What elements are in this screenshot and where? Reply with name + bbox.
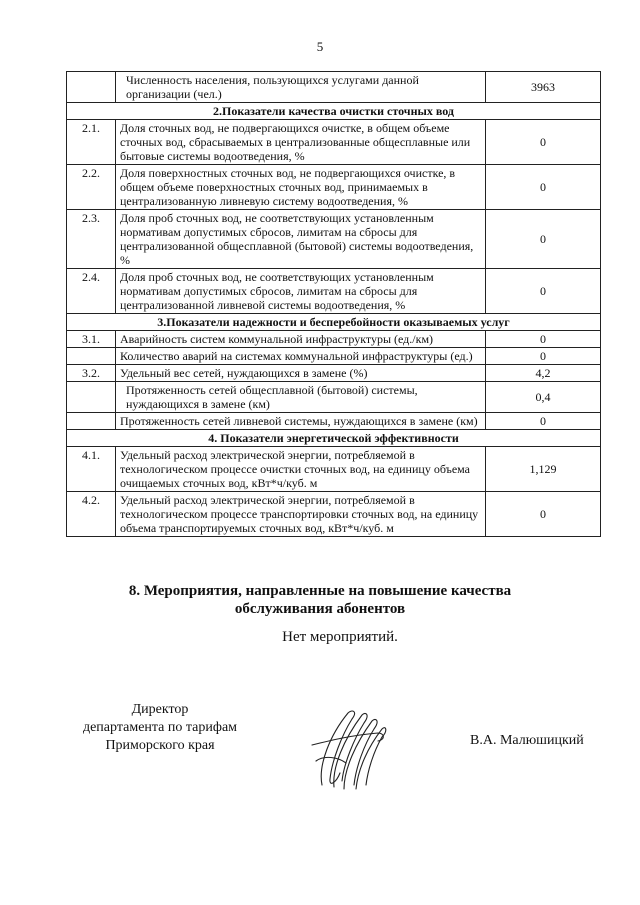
table-row — [67, 120, 601, 165]
table-row — [67, 210, 601, 269]
row-number: 3.2. — [67, 365, 116, 382]
row-number — [67, 72, 116, 103]
row-number: 3.1. — [67, 331, 116, 348]
indicator-description: Протяженность сетей ливневой системы, нуждающихся в замене (км) — [116, 413, 486, 430]
section-8-heading-line2: обслуживания абонентов — [234, 601, 406, 617]
section-header-row — [67, 314, 601, 331]
section-title: 3.Показатели надежности и бесперебойности оказываемых услуг — [67, 314, 601, 331]
row-number: 2.1. — [67, 120, 116, 165]
indicator-value: 0 — [486, 269, 601, 314]
indicator-description: Доля проб сточных вод, не соответствующих установленным нормативам допустимых сбросов, лимитам на сбросы для централизованной ливневой системы водоотведения, % — [116, 269, 486, 314]
table-row — [67, 348, 601, 365]
indicator-description: Удельный расход электрической энергии, потребляемой в технологическом процессе очистки сточных вод, на единицу объема очищаемых сточных вод, кВт*ч/куб. м — [116, 447, 486, 492]
section-title: 2.Показатели качества очистки сточных вод — [67, 103, 601, 120]
indicator-value: 0 — [486, 413, 601, 430]
table-row — [67, 413, 601, 430]
signer-title — [60, 701, 260, 755]
table-row — [67, 72, 601, 103]
table-row — [67, 447, 601, 492]
table-row — [67, 382, 601, 413]
row-number: 4.2. — [67, 492, 116, 537]
section-8-body: Нет мероприятий. — [282, 629, 398, 645]
signer-name: В.А. Малюшицкий — [470, 733, 584, 748]
indicator-description: Удельный расход электрической энергии, потребляемой в технологическом процессе транспортировки сточных вод, на единицу объема транспортируемых сточных вод, кВт*ч/куб. м — [116, 492, 486, 537]
section-header-row — [67, 430, 601, 447]
table-row — [67, 492, 601, 537]
row-number: 2.2. — [67, 165, 116, 210]
indicator-value: 0 — [486, 331, 601, 348]
indicator-value: 0 — [486, 165, 601, 210]
indicator-value: 1,129 — [486, 447, 601, 492]
row-number: 2.3. — [67, 210, 116, 269]
indicator-description: Доля поверхностных сточных вод, не подвергающихся очистке, в общем объеме поверхностных сточных вод, принимаемых в централизованную ливневую систему водоотведения, % — [116, 165, 486, 210]
signer-title-line1: Директор — [131, 702, 189, 717]
section-8-heading-line1: 8. Мероприятия, направленные на повышение качества — [128, 583, 512, 599]
indicator-value: 0,4 — [486, 382, 601, 413]
indicators-table — [66, 71, 601, 537]
indicator-description: Количество аварий на системах коммунальной инфраструктуры (ед.) — [116, 348, 486, 365]
indicator-value: 4,2 — [486, 365, 601, 382]
table-row — [67, 365, 601, 382]
indicator-value: 0 — [486, 348, 601, 365]
row-number — [67, 413, 116, 430]
section-header-row — [67, 103, 601, 120]
indicator-description: Доля сточных вод, не подвергающихся очистке, в общем объеме сточных вод, сбрасываемых в централизованные общесплавные или бытовые системы водоотведения, % — [116, 120, 486, 165]
indicator-value: 0 — [486, 492, 601, 537]
row-number — [67, 382, 116, 413]
table-row — [67, 165, 601, 210]
row-number: 2.4. — [67, 269, 116, 314]
indicator-description: Протяженность сетей общесплавной (бытовой) системы, нуждающихся в замене (км) — [116, 382, 486, 413]
section-title: 4. Показатели энергетической эффективности — [67, 430, 601, 447]
indicator-value: 3963 — [486, 72, 601, 103]
indicator-description: Удельный вес сетей, нуждающихся в замене (%) — [116, 365, 486, 382]
indicator-value: 0 — [486, 120, 601, 165]
signer-title-line2: департамента по тарифам — [82, 720, 238, 735]
table-row — [67, 331, 601, 348]
signer-title-line3: Приморского края — [105, 738, 215, 753]
indicator-description: Доля проб сточных вод, не соответствующих установленным нормативам допустимых сбросов, лимитам на сбросы для централизованной общесплавной (бытовой) системы водоотведения, % — [116, 210, 486, 269]
handwritten-signature — [308, 705, 390, 795]
indicator-value: 0 — [486, 210, 601, 269]
indicator-description: Аварийность систем коммунальной инфраструктуры (ед./км) — [116, 331, 486, 348]
page-number: 5 — [316, 39, 324, 54]
row-number: 4.1. — [67, 447, 116, 492]
indicator-description: Численность населения, пользующихся услугами данной организации (чел.) — [116, 72, 486, 103]
table-row — [67, 269, 601, 314]
row-number — [67, 348, 116, 365]
section-8-heading — [60, 582, 580, 618]
